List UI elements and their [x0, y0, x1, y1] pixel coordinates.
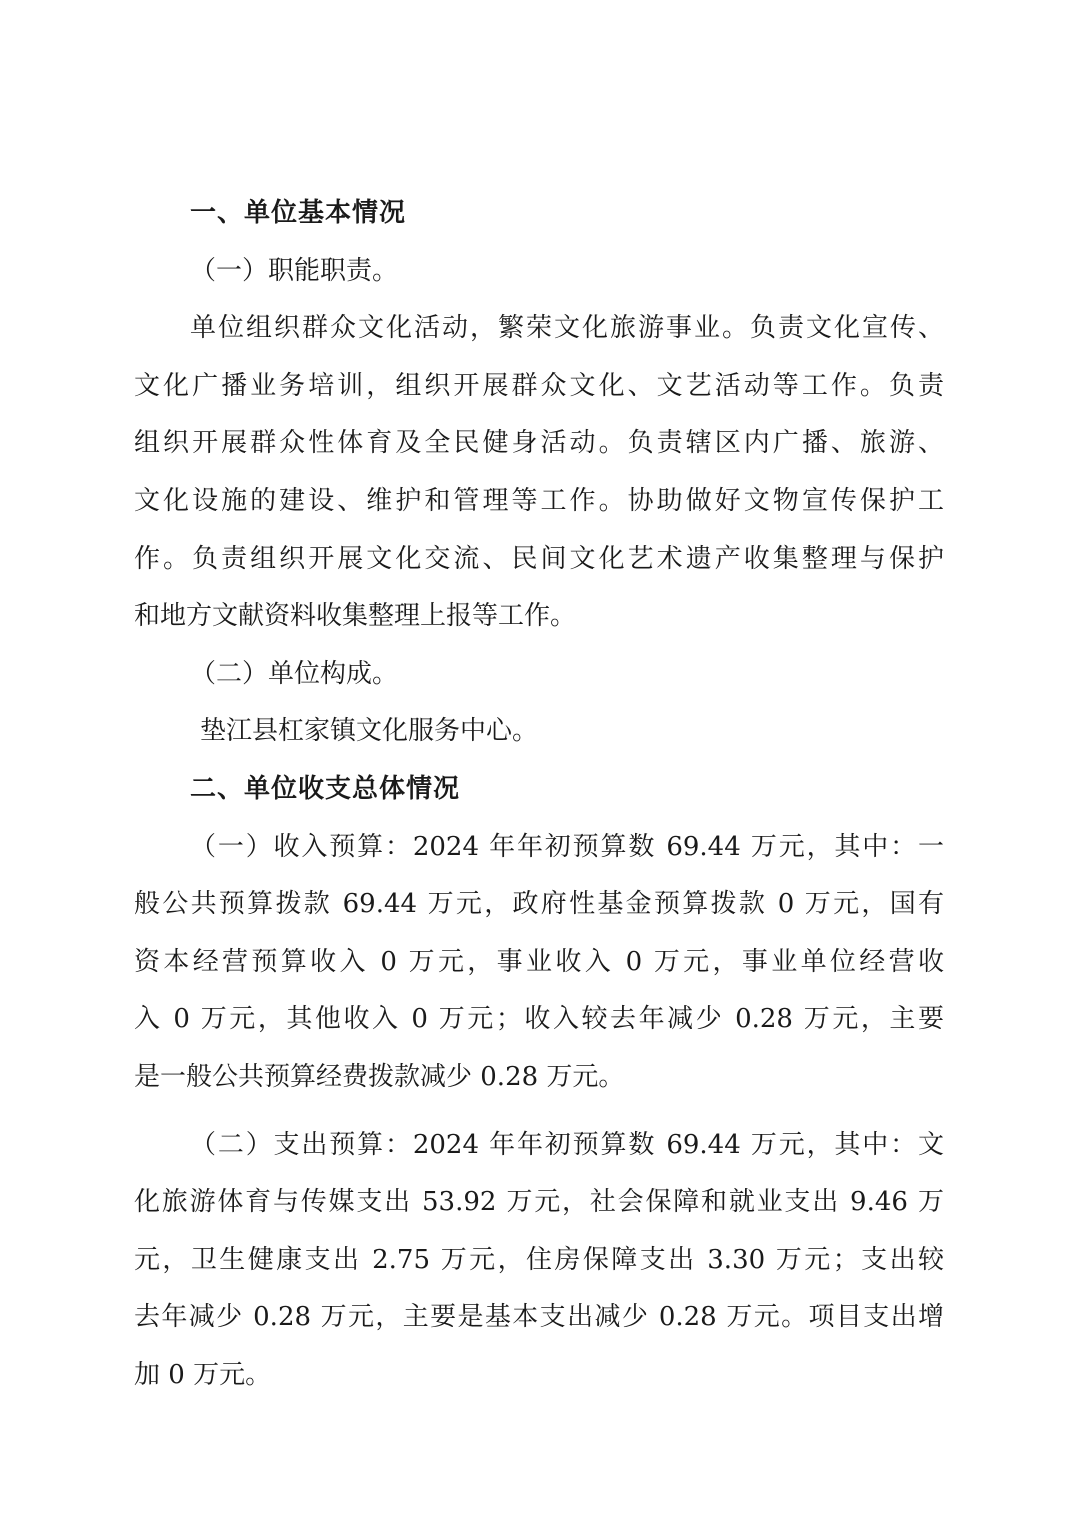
paragraph-spacer: [134, 1107, 944, 1117]
paragraph-line: 和地方文献资料收集整理上报等工作。: [134, 601, 577, 632]
paragraph-line: 文化设施的建设、维护和管理等工作。协助做好文物宣传保护工: [134, 485, 944, 516]
paragraph-line: 文化广播业务培训，组织开展群众文化、文艺活动等工作。负责: [134, 370, 944, 401]
subsection-composition-heading: （二）单位构成。: [190, 658, 399, 689]
paragraph-line: （一）收入预算：2024 年年初预算数 69.44 万元，其中：一: [190, 831, 944, 862]
duties-paragraph: [134, 300, 944, 646]
unit-name: 垫江县杠家镇文化服务中心。: [200, 716, 539, 747]
expense-paragraph: [134, 1117, 944, 1405]
paragraph-line: 入 0 万元，其他收入 0 万元；收入较去年减少 0.28 万元，主要: [134, 1004, 944, 1035]
paragraph-line: 加 0 万元。: [134, 1359, 272, 1390]
paragraph-line: 元，卫生健康支出 2.75 万元，住房保障支出 3.30 万元；支出较: [134, 1244, 944, 1275]
paragraph-line: 组织开展群众性体育及全民健身活动。负责辖区内广播、旅游、: [134, 428, 944, 459]
paragraph-line: 是一般公共预算经费拨款减少 0.28 万元。: [134, 1061, 625, 1092]
paragraph-line: 般公共预算拨款 69.44 万元，政府性基金预算拨款 0 万元，国有: [134, 889, 944, 920]
document-body: [134, 185, 944, 1404]
section-2-heading: 二、单位收支总体情况: [190, 773, 461, 804]
paragraph-line: 资本经营预算收入 0 万元，事业收入 0 万元，事业单位经营收: [134, 946, 944, 977]
paragraph-line: 去年减少 0.28 万元，主要是基本支出减少 0.28 万元。项目支出增: [134, 1302, 944, 1333]
paragraph-line: 化旅游体育与传媒支出 53.92 万元，社会保障和就业支出 9.46 万: [134, 1187, 944, 1218]
section-1-heading: 一、单位基本情况: [190, 198, 407, 228]
subsection-duties-heading: （一）职能职责。: [190, 255, 399, 286]
paragraph-line: （二）支出预算：2024 年年初预算数 69.44 万元，其中：文: [190, 1129, 944, 1160]
income-paragraph: [134, 819, 944, 1107]
paragraph-line: 单位组织群众文化活动，繁荣文化旅游事业。负责文化宣传、: [190, 313, 944, 344]
paragraph-line: 作。负责组织开展文化交流、民间文化艺术遗产收集整理与保护: [134, 543, 944, 574]
